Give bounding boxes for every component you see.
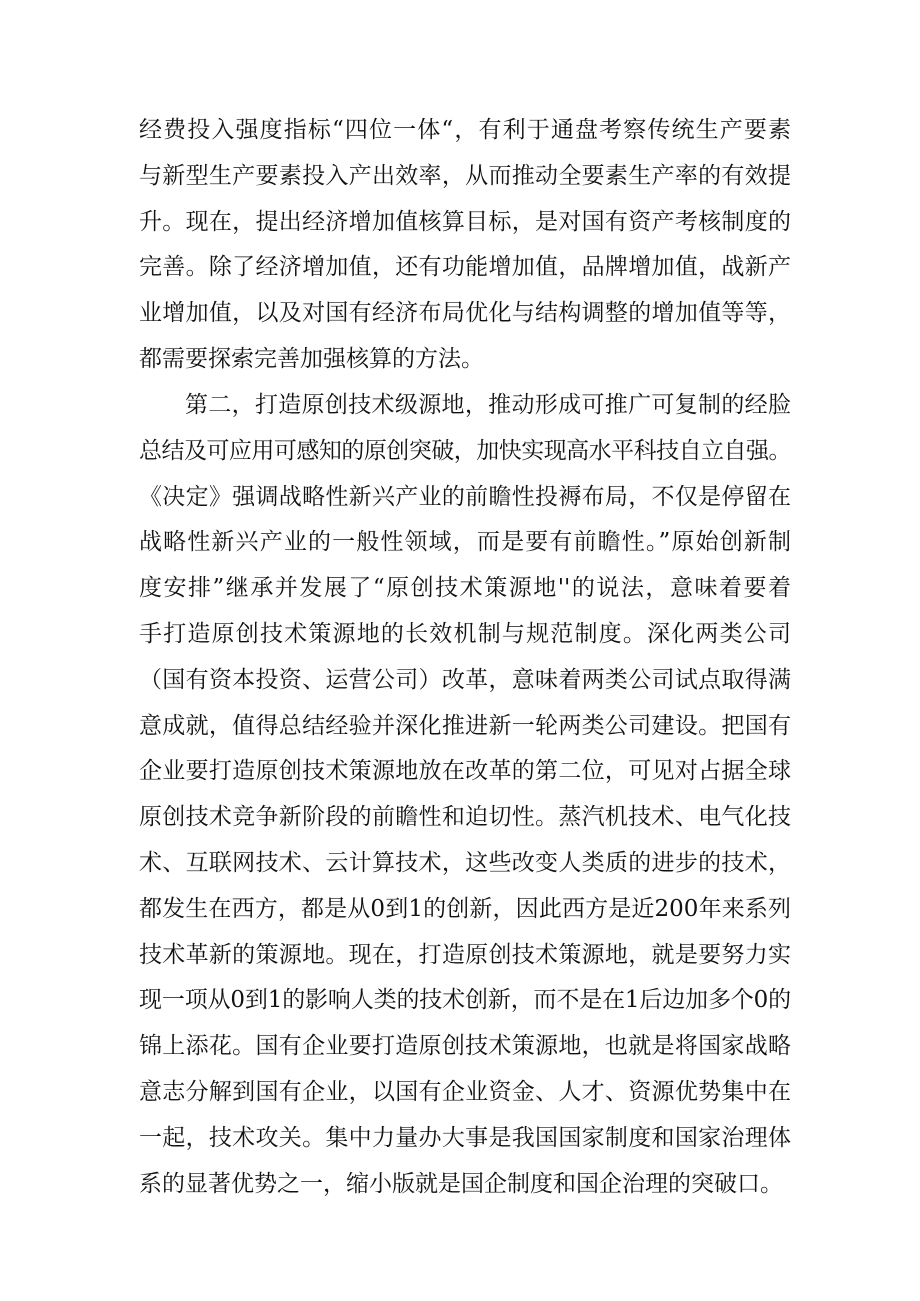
text-line: 锦上添花。国有企业要打造原创技术策源地，也就是将国家战略 (139, 1033, 791, 1060)
text-line: 与新型生产要素投入产出效率，从而推动全要素生产率的有效提 (139, 162, 791, 189)
text-line: 原创技术竞争新阶段的前瞻性和迫切性。蒸汽机技术、电气化技 (139, 804, 791, 831)
text-line: 战略性新兴产业的一般性领域，而是要有前瞻性。”原始创新制 (139, 529, 791, 556)
text-line: 技术革新的策源地。现在，打造原创技术策源地，就是要努力实 (139, 941, 791, 968)
text-line: 现一项从0到1的影响人类的技术创新，而不是在1后边加多个0的 (139, 987, 791, 1014)
text-line: 总结及可应用可感知的原创突破，加快实现高水平科技自立自强。 (139, 437, 792, 464)
text-line: 度安排”继承并发展了“原创技术策源地''的说法，意味着要着 (139, 575, 791, 602)
text-line: 业增加值，以及对国有经济布局优化与结构调整的增加值等等， (139, 300, 791, 327)
text-line: 术、互联网技术、云计算技术，这些改变人类质的进步的技术， (139, 849, 791, 876)
text-line: 完善。除了经济增加值，还有功能增加值，品牌增加值，战新产 (139, 254, 791, 281)
text-line: 企业要打造原创技术策源地放在改革的第二位，可见对占据全球 (139, 758, 791, 785)
text-line: 经费投入强度指标“四位一体“，有利于通盘考察传统生产要素 (139, 117, 791, 143)
paragraph-2 (139, 383, 791, 1207)
text-line: 《决定》强调战略性新兴产业的前瞻性投褥布局，不仅是停留在 (139, 483, 791, 510)
text-line: 升。现在，提出经济增加值核算目标，是对国有资产考核制度的 (139, 208, 791, 235)
text-line: 都发生在西方，都是从0到1的创新，因此西方是近200年来系列 (139, 895, 791, 922)
text-line: 手打造原创技术策源地的长效机制与规范制度。深化两类公司 (139, 620, 791, 647)
text-line: 一起，技术攻关。集中力量办大事是我国国家制度和国家治理体 (139, 1124, 791, 1151)
paragraph-1 (139, 108, 791, 383)
text-line: 都需要探索完善加强核算的方法。 (139, 345, 484, 372)
text-line: 意志分解到国有企业，以国有企业资金、人才、资源优势集中在 (139, 1078, 791, 1105)
text-line: 意成就，值得总结经验并深化推进新一轮两类公司建设。把国有 (139, 712, 791, 739)
text-line: 第二，打造原创技术级源地，推动形成可推广可复制的经脸 (185, 392, 791, 418)
text-line: （国有资本投资、运营公司）改革，意味着两类公司试点取得满 (139, 666, 791, 693)
text-line: 系的显著优势之一，缩小版就是国企制度和国企治理的突破口。 (139, 1170, 783, 1197)
